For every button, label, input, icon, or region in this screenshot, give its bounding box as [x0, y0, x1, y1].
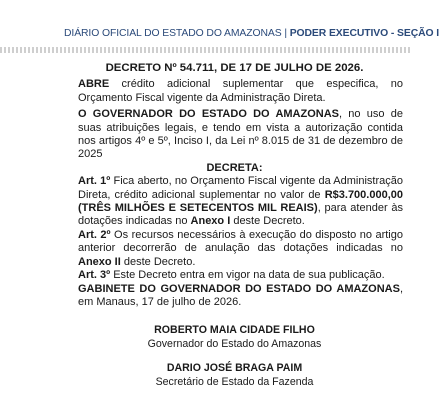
article-1-label: Art. 1º [78, 175, 111, 188]
annex-1-ref: Anexo I [190, 215, 231, 228]
summary-text: crédito adicional suplementar que especifica, no Orçamento Fiscal vigente da Administração Direta. [78, 78, 403, 104]
header-separator: | [281, 28, 290, 39]
decree-preamble [66, 108, 403, 162]
signature-secretary [66, 362, 403, 389]
closing-statement: GABINETE DO GOVERNADOR DO ESTADO DO AMAZONAS, em Manaus, 17 de julho de 2026. [78, 282, 403, 308]
closing-office: GABINETE DO GOVERNADOR DO ESTADO DO AMAZONAS [78, 282, 400, 295]
gazette-name: DIÁRIO OFICIAL DO ESTADO DO AMAZONAS [64, 28, 282, 39]
decreta-heading: DECRETA: [206, 161, 263, 174]
annex-2-ref: Anexo II [78, 255, 121, 268]
signatory-name: DARIO JOSÉ BRAGA PAIM [166, 362, 303, 375]
article-2: Art. 2º Os recursos necessários à execução do disposto no artigo anterior decorrerão de anulação das dotações indicadas no Anexo II deste Decreto. [78, 228, 403, 268]
decree-summary [66, 78, 403, 105]
signatory-role: Governador do Estado do Amazonas [147, 337, 322, 350]
credit-value: R$3.700.000,00 (TRÊS MILHÕES E SETECENTOS MIL REAIS) [78, 188, 403, 215]
signature-governor [66, 324, 403, 351]
header-divider [0, 47, 411, 53]
preamble-authority: O GOVERNADOR DO ESTADO DO AMAZONAS [78, 108, 339, 121]
article-2-label: Art. 2º [78, 228, 111, 241]
preamble-text: , no uso de suas atribuições legais, e tendo em vista a autorização contida nos artigos 4º e 5º, Inciso I, da Lei nº 8.015 de 31 de dezembro de 2025 [78, 108, 403, 161]
article-3-label: Art. 3º [78, 269, 111, 282]
gazette-section: PODER EXECUTIVO - SEÇÃO I [289, 28, 439, 39]
article-3: Art. 3º Este Decreto entra em vigor na data de sua publicação. [78, 269, 385, 282]
decree-body [66, 62, 403, 389]
signatory-name: ROBERTO MAIA CIDADE FILHO [154, 324, 315, 337]
gazette-header [64, 28, 439, 39]
signatory-role: Secretário de Estado da Fazenda [155, 375, 314, 388]
article-1: Art. 1º Fica aberto, no Orçamento Fiscal vigente da Administração Direta, crédito adicional suplementar no valor de R$3.700.000,00 (TRÊS MILHÕES E SETECENTOS MIL REAIS), para atender às dotações indicadas no Anexo I deste Decreto. [78, 175, 404, 228]
summary-verb: ABRE [78, 78, 110, 91]
decree-title: DECRETO Nº 54.711, DE 17 DE JULHO DE 2026. [105, 62, 364, 74]
